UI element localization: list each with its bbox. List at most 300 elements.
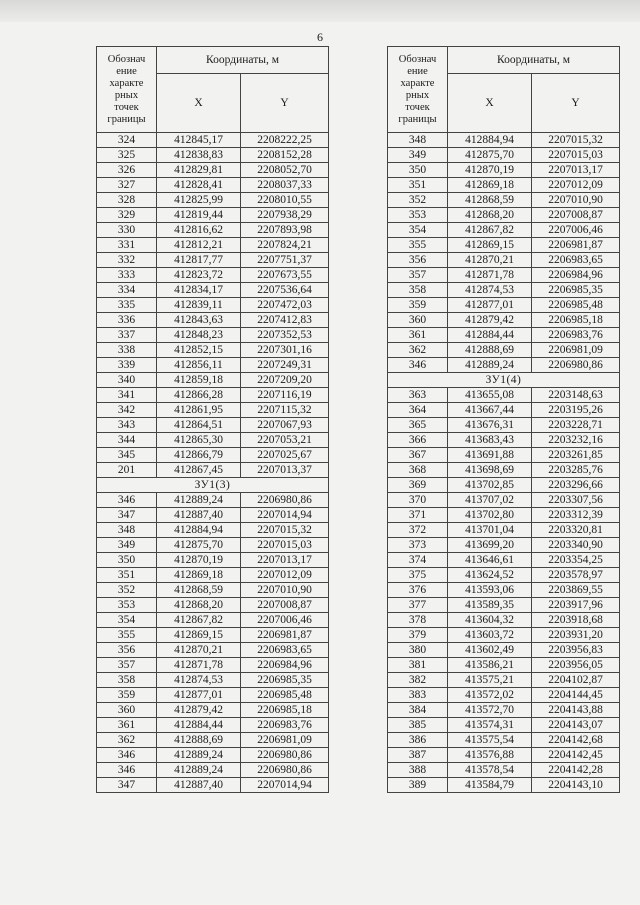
point-number-cell: 334 bbox=[97, 283, 157, 298]
x-coordinate-cell: 412889,24 bbox=[157, 748, 241, 763]
point-number-cell: 357 bbox=[97, 658, 157, 673]
y-coordinate-cell: 2206985,18 bbox=[241, 703, 329, 718]
table-row bbox=[97, 703, 329, 718]
y-coordinate-cell: 2207472,03 bbox=[241, 298, 329, 313]
table-row bbox=[388, 718, 620, 733]
y-coordinate-cell: 2204102,87 bbox=[532, 673, 620, 688]
x-coordinate-cell: 412867,82 bbox=[448, 223, 532, 238]
table-row bbox=[388, 478, 620, 493]
point-number-cell: 361 bbox=[97, 718, 157, 733]
y-coordinate-cell: 2207008,87 bbox=[241, 598, 329, 613]
y-coordinate-cell: 2207006,46 bbox=[241, 613, 329, 628]
table-row bbox=[388, 703, 620, 718]
table-row bbox=[388, 178, 620, 193]
x-coordinate-cell: 412843,63 bbox=[157, 313, 241, 328]
table-row bbox=[388, 658, 620, 673]
point-number-cell: 351 bbox=[97, 568, 157, 583]
point-number-cell: 338 bbox=[97, 343, 157, 358]
table-row bbox=[97, 508, 329, 523]
y-coordinate-cell: 2206985,35 bbox=[241, 673, 329, 688]
point-number-cell: 374 bbox=[388, 553, 448, 568]
x-coordinate-cell: 413576,88 bbox=[448, 748, 532, 763]
y-coordinate-cell: 2203232,16 bbox=[532, 433, 620, 448]
section-title: ЗУ1(4) bbox=[388, 373, 620, 388]
y-coordinate-cell: 2207013,17 bbox=[532, 163, 620, 178]
point-number-cell: 359 bbox=[97, 688, 157, 703]
y-coordinate-cell: 2207053,21 bbox=[241, 433, 329, 448]
table-row bbox=[388, 598, 620, 613]
table-row bbox=[388, 433, 620, 448]
point-number-cell: 355 bbox=[97, 628, 157, 643]
table-row bbox=[97, 358, 329, 373]
y-coordinate-cell: 2203228,71 bbox=[532, 418, 620, 433]
y-coordinate-cell: 2207412,83 bbox=[241, 313, 329, 328]
x-coordinate-cell: 413698,69 bbox=[448, 463, 532, 478]
coordinates-table-left bbox=[96, 46, 329, 793]
point-number-cell: 328 bbox=[97, 193, 157, 208]
point-number-cell: 359 bbox=[388, 298, 448, 313]
x-coordinate-cell: 412845,17 bbox=[157, 133, 241, 148]
table-row bbox=[97, 313, 329, 328]
x-coordinate-cell: 412852,15 bbox=[157, 343, 241, 358]
x-coordinate-cell: 412889,24 bbox=[157, 493, 241, 508]
table-row bbox=[388, 283, 620, 298]
table-row bbox=[388, 238, 620, 253]
table-row bbox=[388, 253, 620, 268]
point-number-cell: 379 bbox=[388, 628, 448, 643]
y-coordinate-cell: 2206980,86 bbox=[241, 493, 329, 508]
y-coordinate-cell: 2203578,97 bbox=[532, 568, 620, 583]
table-row bbox=[388, 733, 620, 748]
y-coordinate-cell: 2207352,53 bbox=[241, 328, 329, 343]
table-row bbox=[388, 418, 620, 433]
y-coordinate-cell: 2203148,63 bbox=[532, 388, 620, 403]
point-number-cell: 324 bbox=[97, 133, 157, 148]
point-number-cell: 371 bbox=[388, 508, 448, 523]
x-coordinate-cell: 412870,21 bbox=[157, 643, 241, 658]
y-coordinate-cell: 2206985,48 bbox=[532, 298, 620, 313]
y-coordinate-cell: 2207673,55 bbox=[241, 268, 329, 283]
x-coordinate-cell: 412839,11 bbox=[157, 298, 241, 313]
point-number-cell: 370 bbox=[388, 493, 448, 508]
y-coordinate-cell: 2204143,07 bbox=[532, 718, 620, 733]
point-number-cell: 358 bbox=[97, 673, 157, 688]
point-number-cell: 375 bbox=[388, 568, 448, 583]
table-row bbox=[97, 283, 329, 298]
table-row bbox=[388, 163, 620, 178]
y-coordinate-cell: 2203869,55 bbox=[532, 583, 620, 598]
point-number-cell: 350 bbox=[388, 163, 448, 178]
point-number-cell: 382 bbox=[388, 673, 448, 688]
table-row bbox=[97, 778, 329, 793]
point-number-cell: 346 bbox=[97, 763, 157, 778]
x-coordinate-cell: 413603,72 bbox=[448, 628, 532, 643]
table-row bbox=[97, 178, 329, 193]
y-coordinate-cell: 2206985,18 bbox=[532, 313, 620, 328]
table-row bbox=[97, 298, 329, 313]
point-number-cell: 346 bbox=[388, 358, 448, 373]
table-row bbox=[97, 463, 329, 478]
y-coordinate-cell: 2206980,86 bbox=[532, 358, 620, 373]
y-coordinate-cell: 2207008,87 bbox=[532, 208, 620, 223]
x-coordinate-cell: 413707,02 bbox=[448, 493, 532, 508]
y-coordinate-cell: 2206981,87 bbox=[241, 628, 329, 643]
y-coordinate-cell: 2207249,31 bbox=[241, 358, 329, 373]
x-coordinate-cell: 412875,70 bbox=[157, 538, 241, 553]
x-coordinate-cell: 413572,70 bbox=[448, 703, 532, 718]
table-row bbox=[97, 163, 329, 178]
point-number-cell: 336 bbox=[97, 313, 157, 328]
table-row bbox=[97, 403, 329, 418]
table-row bbox=[97, 433, 329, 448]
table-row bbox=[97, 628, 329, 643]
x-coordinate-cell: 412823,72 bbox=[157, 268, 241, 283]
y-coordinate-cell: 2207013,17 bbox=[241, 553, 329, 568]
point-number-cell: 325 bbox=[97, 148, 157, 163]
point-number-cell: 369 bbox=[388, 478, 448, 493]
x-coordinate-cell: 412834,17 bbox=[157, 283, 241, 298]
scan-top-edge bbox=[0, 0, 640, 22]
table-row bbox=[97, 583, 329, 598]
table-row bbox=[388, 583, 620, 598]
x-coordinate-cell: 412856,11 bbox=[157, 358, 241, 373]
y-coordinate-cell: 2206984,96 bbox=[241, 658, 329, 673]
x-coordinate-cell: 412829,81 bbox=[157, 163, 241, 178]
table-row bbox=[388, 748, 620, 763]
x-coordinate-cell: 412812,21 bbox=[157, 238, 241, 253]
x-coordinate-cell: 413589,35 bbox=[448, 598, 532, 613]
x-coordinate-cell: 413683,43 bbox=[448, 433, 532, 448]
table-row bbox=[388, 328, 620, 343]
section-row bbox=[388, 373, 620, 388]
y-coordinate-cell: 2203340,90 bbox=[532, 538, 620, 553]
x-coordinate-cell: 412879,42 bbox=[157, 703, 241, 718]
table-row bbox=[388, 463, 620, 478]
table-row bbox=[388, 553, 620, 568]
x-coordinate-cell: 412861,95 bbox=[157, 403, 241, 418]
y-coordinate-cell: 2206980,86 bbox=[241, 748, 329, 763]
y-coordinate-cell: 2207015,03 bbox=[241, 538, 329, 553]
y-coordinate-cell: 2208037,33 bbox=[241, 178, 329, 193]
point-number-cell: 356 bbox=[97, 643, 157, 658]
header-coordinates: Координаты, м bbox=[157, 47, 329, 74]
table-row bbox=[97, 373, 329, 388]
table-row bbox=[388, 493, 620, 508]
x-coordinate-cell: 412869,18 bbox=[157, 568, 241, 583]
table-row bbox=[97, 613, 329, 628]
y-coordinate-cell: 2207067,93 bbox=[241, 418, 329, 433]
header-x: X bbox=[448, 74, 532, 133]
point-number-cell: 348 bbox=[97, 523, 157, 538]
table-row bbox=[97, 748, 329, 763]
y-coordinate-cell: 2207013,37 bbox=[241, 463, 329, 478]
coordinates-table-right bbox=[387, 46, 620, 793]
x-coordinate-cell: 413574,31 bbox=[448, 718, 532, 733]
x-coordinate-cell: 412848,23 bbox=[157, 328, 241, 343]
y-coordinate-cell: 2207301,16 bbox=[241, 343, 329, 358]
x-coordinate-cell: 413655,08 bbox=[448, 388, 532, 403]
x-coordinate-cell: 412870,19 bbox=[448, 163, 532, 178]
x-coordinate-cell: 412859,18 bbox=[157, 373, 241, 388]
table-row bbox=[388, 313, 620, 328]
table-row bbox=[97, 388, 329, 403]
x-coordinate-cell: 412865,30 bbox=[157, 433, 241, 448]
x-coordinate-cell: 412884,44 bbox=[157, 718, 241, 733]
x-coordinate-cell: 412828,41 bbox=[157, 178, 241, 193]
y-coordinate-cell: 2206983,76 bbox=[532, 328, 620, 343]
table-row bbox=[97, 568, 329, 583]
x-coordinate-cell: 412869,15 bbox=[448, 238, 532, 253]
point-number-cell: 341 bbox=[97, 388, 157, 403]
header-x: X bbox=[157, 74, 241, 133]
y-coordinate-cell: 2203296,66 bbox=[532, 478, 620, 493]
y-coordinate-cell: 2207010,90 bbox=[532, 193, 620, 208]
point-number-cell: 363 bbox=[388, 388, 448, 403]
x-coordinate-cell: 412867,82 bbox=[157, 613, 241, 628]
y-coordinate-cell: 2207025,67 bbox=[241, 448, 329, 463]
y-coordinate-cell: 2203918,68 bbox=[532, 613, 620, 628]
point-number-cell: 347 bbox=[97, 508, 157, 523]
x-coordinate-cell: 412887,40 bbox=[157, 508, 241, 523]
table-row bbox=[388, 673, 620, 688]
table-row bbox=[97, 673, 329, 688]
point-number-cell: 335 bbox=[97, 298, 157, 313]
table-row bbox=[97, 268, 329, 283]
y-coordinate-cell: 2207015,32 bbox=[532, 133, 620, 148]
table-row bbox=[97, 148, 329, 163]
table-row bbox=[97, 688, 329, 703]
point-number-cell: 372 bbox=[388, 523, 448, 538]
point-number-cell: 358 bbox=[388, 283, 448, 298]
point-number-cell: 333 bbox=[97, 268, 157, 283]
x-coordinate-cell: 413586,21 bbox=[448, 658, 532, 673]
point-number-cell: 381 bbox=[388, 658, 448, 673]
y-coordinate-cell: 2207012,09 bbox=[241, 568, 329, 583]
x-coordinate-cell: 412884,94 bbox=[157, 523, 241, 538]
x-coordinate-cell: 413584,79 bbox=[448, 778, 532, 793]
x-coordinate-cell: 412871,78 bbox=[448, 268, 532, 283]
table-row bbox=[388, 298, 620, 313]
table-row bbox=[97, 763, 329, 778]
x-coordinate-cell: 412888,69 bbox=[448, 343, 532, 358]
point-number-cell: 347 bbox=[97, 778, 157, 793]
table-row bbox=[388, 133, 620, 148]
y-coordinate-cell: 2206985,35 bbox=[532, 283, 620, 298]
x-coordinate-cell: 412838,83 bbox=[157, 148, 241, 163]
x-coordinate-cell: 412868,59 bbox=[157, 583, 241, 598]
table-row bbox=[388, 223, 620, 238]
point-number-cell: 351 bbox=[388, 178, 448, 193]
y-coordinate-cell: 2207209,20 bbox=[241, 373, 329, 388]
point-number-cell: 373 bbox=[388, 538, 448, 553]
table-row bbox=[97, 643, 329, 658]
point-number-cell: 362 bbox=[388, 343, 448, 358]
y-coordinate-cell: 2206981,87 bbox=[532, 238, 620, 253]
y-coordinate-cell: 2204143,10 bbox=[532, 778, 620, 793]
x-coordinate-cell: 412877,01 bbox=[448, 298, 532, 313]
point-number-cell: 349 bbox=[388, 148, 448, 163]
table-row bbox=[97, 733, 329, 748]
point-number-cell: 388 bbox=[388, 763, 448, 778]
y-coordinate-cell: 2207536,64 bbox=[241, 283, 329, 298]
x-coordinate-cell: 412868,59 bbox=[448, 193, 532, 208]
x-coordinate-cell: 412879,42 bbox=[448, 313, 532, 328]
point-number-cell: 345 bbox=[97, 448, 157, 463]
point-number-cell: 364 bbox=[388, 403, 448, 418]
point-number-cell: 360 bbox=[97, 703, 157, 718]
y-coordinate-cell: 2208152,28 bbox=[241, 148, 329, 163]
y-coordinate-cell: 2206983,76 bbox=[241, 718, 329, 733]
table-row bbox=[97, 133, 329, 148]
y-coordinate-cell: 2203956,05 bbox=[532, 658, 620, 673]
point-number-cell: 348 bbox=[388, 133, 448, 148]
y-coordinate-cell: 2208052,70 bbox=[241, 163, 329, 178]
table-row bbox=[388, 208, 620, 223]
x-coordinate-cell: 413676,31 bbox=[448, 418, 532, 433]
y-coordinate-cell: 2203956,83 bbox=[532, 643, 620, 658]
point-number-cell: 346 bbox=[97, 748, 157, 763]
y-coordinate-cell: 2203307,56 bbox=[532, 493, 620, 508]
y-coordinate-cell: 2204142,68 bbox=[532, 733, 620, 748]
y-coordinate-cell: 2207006,46 bbox=[532, 223, 620, 238]
x-coordinate-cell: 413646,61 bbox=[448, 553, 532, 568]
y-coordinate-cell: 2206984,96 bbox=[532, 268, 620, 283]
point-number-cell: 365 bbox=[388, 418, 448, 433]
x-coordinate-cell: 413699,20 bbox=[448, 538, 532, 553]
x-coordinate-cell: 412819,44 bbox=[157, 208, 241, 223]
point-number-cell: 377 bbox=[388, 598, 448, 613]
y-coordinate-cell: 2207014,94 bbox=[241, 508, 329, 523]
table-row bbox=[97, 328, 329, 343]
table-row bbox=[97, 208, 329, 223]
point-number-cell: 332 bbox=[97, 253, 157, 268]
x-coordinate-cell: 412866,28 bbox=[157, 388, 241, 403]
point-number-cell: 353 bbox=[97, 598, 157, 613]
x-coordinate-cell: 412868,20 bbox=[448, 208, 532, 223]
table-row bbox=[388, 148, 620, 163]
page-number: 6 bbox=[317, 30, 323, 44]
y-coordinate-cell: 2207751,37 bbox=[241, 253, 329, 268]
x-coordinate-cell: 412874,53 bbox=[448, 283, 532, 298]
table-row bbox=[388, 763, 620, 778]
point-number-cell: 352 bbox=[388, 193, 448, 208]
y-coordinate-cell: 2203320,81 bbox=[532, 523, 620, 538]
y-coordinate-cell: 2208222,25 bbox=[241, 133, 329, 148]
table-row bbox=[97, 223, 329, 238]
x-coordinate-cell: 412864,51 bbox=[157, 418, 241, 433]
y-coordinate-cell: 2207824,21 bbox=[241, 238, 329, 253]
table-row bbox=[388, 778, 620, 793]
table-row bbox=[97, 598, 329, 613]
y-coordinate-cell: 2203354,25 bbox=[532, 553, 620, 568]
header-point-label: Обознач ение характе рных точек границы bbox=[388, 47, 448, 133]
y-coordinate-cell: 2207014,94 bbox=[241, 778, 329, 793]
x-coordinate-cell: 412884,94 bbox=[448, 133, 532, 148]
point-number-cell: 349 bbox=[97, 538, 157, 553]
y-coordinate-cell: 2203195,26 bbox=[532, 403, 620, 418]
y-coordinate-cell: 2206981,09 bbox=[241, 733, 329, 748]
x-coordinate-cell: 412866,79 bbox=[157, 448, 241, 463]
table-row bbox=[97, 343, 329, 358]
point-number-cell: 354 bbox=[388, 223, 448, 238]
y-coordinate-cell: 2207938,29 bbox=[241, 208, 329, 223]
point-number-cell: 356 bbox=[388, 253, 448, 268]
point-number-cell: 383 bbox=[388, 688, 448, 703]
x-coordinate-cell: 412870,21 bbox=[448, 253, 532, 268]
point-number-cell: 352 bbox=[97, 583, 157, 598]
table-row bbox=[388, 193, 620, 208]
y-coordinate-cell: 2207010,90 bbox=[241, 583, 329, 598]
table-row bbox=[97, 448, 329, 463]
point-number-cell: 357 bbox=[388, 268, 448, 283]
point-number-cell: 366 bbox=[388, 433, 448, 448]
table-row bbox=[97, 718, 329, 733]
x-coordinate-cell: 412884,44 bbox=[448, 328, 532, 343]
point-number-cell: 354 bbox=[97, 613, 157, 628]
point-number-cell: 327 bbox=[97, 178, 157, 193]
x-coordinate-cell: 412889,24 bbox=[448, 358, 532, 373]
header-point-label: Обознач ение характе рных точек границы bbox=[97, 47, 157, 133]
table-row bbox=[388, 268, 620, 283]
table-row bbox=[97, 493, 329, 508]
table-row bbox=[388, 508, 620, 523]
x-coordinate-cell: 413701,04 bbox=[448, 523, 532, 538]
section-title: ЗУ1(3) bbox=[97, 478, 329, 493]
table-row bbox=[388, 613, 620, 628]
x-coordinate-cell: 413593,06 bbox=[448, 583, 532, 598]
point-number-cell: 361 bbox=[388, 328, 448, 343]
y-coordinate-cell: 2206985,48 bbox=[241, 688, 329, 703]
table-row bbox=[388, 403, 620, 418]
table-row bbox=[388, 643, 620, 658]
table-row bbox=[388, 388, 620, 403]
x-coordinate-cell: 412877,01 bbox=[157, 688, 241, 703]
header-y: Y bbox=[532, 74, 620, 133]
point-number-cell: 340 bbox=[97, 373, 157, 388]
y-coordinate-cell: 2204144,45 bbox=[532, 688, 620, 703]
header-y: Y bbox=[241, 74, 329, 133]
y-coordinate-cell: 2208010,55 bbox=[241, 193, 329, 208]
table-row bbox=[388, 628, 620, 643]
x-coordinate-cell: 412887,40 bbox=[157, 778, 241, 793]
x-coordinate-cell: 412871,78 bbox=[157, 658, 241, 673]
point-number-cell: 389 bbox=[388, 778, 448, 793]
point-number-cell: 350 bbox=[97, 553, 157, 568]
x-coordinate-cell: 413578,54 bbox=[448, 763, 532, 778]
point-number-cell: 343 bbox=[97, 418, 157, 433]
table-row bbox=[388, 358, 620, 373]
point-number-cell: 329 bbox=[97, 208, 157, 223]
x-coordinate-cell: 413604,32 bbox=[448, 613, 532, 628]
x-coordinate-cell: 412874,53 bbox=[157, 673, 241, 688]
y-coordinate-cell: 2203285,76 bbox=[532, 463, 620, 478]
point-number-cell: 330 bbox=[97, 223, 157, 238]
x-coordinate-cell: 413702,85 bbox=[448, 478, 532, 493]
y-coordinate-cell: 2206983,65 bbox=[532, 253, 620, 268]
table-row bbox=[388, 688, 620, 703]
x-coordinate-cell: 413667,44 bbox=[448, 403, 532, 418]
table-row bbox=[388, 538, 620, 553]
table-row bbox=[97, 253, 329, 268]
y-coordinate-cell: 2207115,32 bbox=[241, 403, 329, 418]
y-coordinate-cell: 2206981,09 bbox=[532, 343, 620, 358]
point-number-cell: 386 bbox=[388, 733, 448, 748]
point-number-cell: 385 bbox=[388, 718, 448, 733]
point-number-cell: 362 bbox=[97, 733, 157, 748]
x-coordinate-cell: 412869,15 bbox=[157, 628, 241, 643]
point-number-cell: 360 bbox=[388, 313, 448, 328]
x-coordinate-cell: 413575,54 bbox=[448, 733, 532, 748]
